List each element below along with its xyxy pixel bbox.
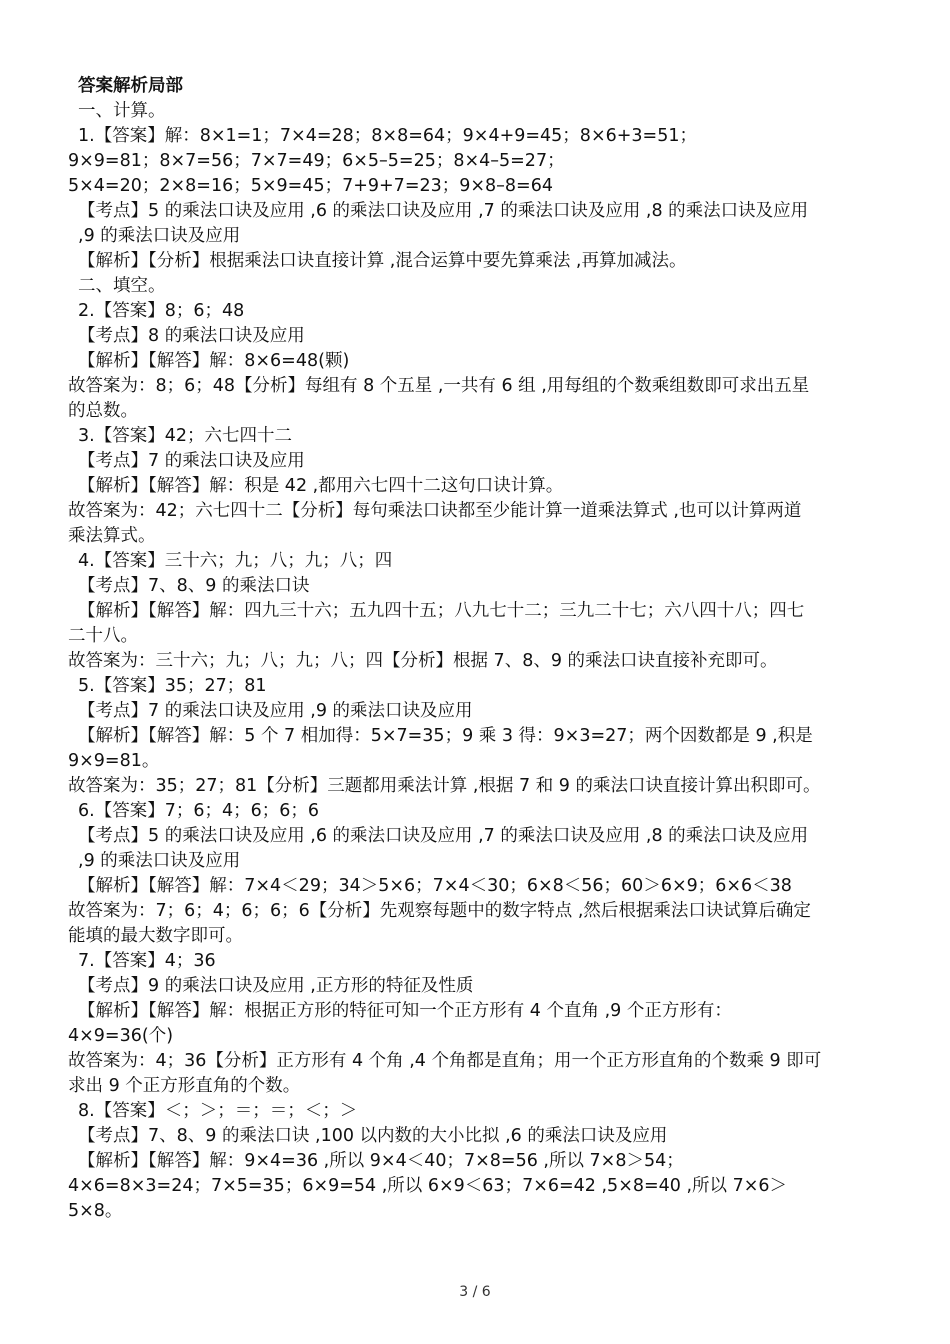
text-line: 二、填空。 [78,276,166,296]
text-line: 【解析】【解答】解：四九三十六；五九四十五；八九七十二；三九二十七；六八四十八；四七 [78,601,805,621]
answer-lines [68,99,888,1224]
text-line: 一、计算。 [78,101,166,121]
text-line: 故答案为：三十六；九；八；九；八；四【分析】根据 7、8、9 的乘法口诀直接补充即可。 [68,651,778,671]
text-line: 【考点】5 的乘法口诀及应用 ,6 的乘法口诀及应用 ,7 的乘法口诀及应用 ,8 的乘法口诀及应用 [78,826,809,846]
text-line: 9×9=81。 [68,751,160,771]
text-line: 1.【答案】解：8×1=1；7×4=28；8×8=64；9×4+9=45；8×6+3=51； [78,126,697,146]
text-line: 【考点】7 的乘法口诀及应用 ,9 的乘法口诀及应用 [78,701,473,721]
text-line: 5×8。 [68,1201,123,1221]
text-line: 【考点】5 的乘法口诀及应用 ,6 的乘法口诀及应用 ,7 的乘法口诀及应用 ,8 的乘法口诀及应用 [78,201,809,221]
text-line: 【考点】7、8、9 的乘法口诀 ,100 以内数的大小比拟 ,6 的乘法口诀及应用 [78,1126,668,1146]
text-line: 5.【答案】35；27；81 [78,676,267,696]
text-line: 能填的最大数字即可。 [68,926,243,946]
section-heading: 答案解析局部 [78,76,183,96]
text-line: 【解析】【解答】解：积是 42 ,都用六七四十二这句口诀计算。 [78,476,564,496]
text-line: ,9 的乘法口诀及应用 [78,851,241,871]
document-body [68,74,888,1224]
page-number: 3 / 6 [459,1284,491,1300]
text-line: 8.【答案】＜；＞；＝；＝；＜；＞ [78,1101,358,1121]
text-line: ,9 的乘法口诀及应用 [78,226,241,246]
text-line: 【考点】7 的乘法口诀及应用 [78,451,305,471]
text-line: 4×9=36(个) [68,1026,174,1046]
text-line: 9×9=81；8×7=56；7×7=49；6×5–5=25；8×4–5=27； [68,151,565,171]
text-line: 3.【答案】42；六七四十二 [78,426,292,446]
text-line: 故答案为：4；36【分析】正方形有 4 个角 ,4 个角都是直角；用一个正方形直角的个数乘 9 即可 [68,1051,822,1071]
text-line: 【解析】【解答】解：7×4＜29；34＞5×6；7×4＜30；6×8＜56；60＞6×9；6×6＜38 [78,876,792,896]
text-line: 故答案为：42；六七四十二【分析】每句乘法口诀都至少能计算一道乘法算式 ,也可以计算两道 [68,501,802,521]
text-line: 二十八。 [68,626,138,646]
text-line: 【考点】7、8、9 的乘法口诀 [78,576,310,596]
text-line: 【解析】【解答】解：根据正方形的特征可知一个正方形有 4 个直角 ,9 个正方形有： [78,1001,732,1021]
text-line: 故答案为：35；27；81【分析】三题都用乘法计算 ,根据 7 和 9 的乘法口诀直接计算出积即可。 [68,776,821,796]
text-line: 求出 9 个正方形直角的个数。 [68,1076,301,1096]
text-line: 故答案为：8；6；48【分析】每组有 8 个五星 ,一共有 6 组 ,用每组的个数乘组数即可求出五星 [68,376,810,396]
text-line: 【考点】9 的乘法口诀及应用 ,正方形的特征及性质 [78,976,474,996]
text-line: 7.【答案】4；36 [78,951,216,971]
text-line: 4.【答案】三十六；九；八；九；八；四 [78,551,393,571]
text-line: 故答案为：7；6；4；6；6；6【分析】先观察每题中的数字特点 ,然后根据乘法口诀试算后确定 [68,901,811,921]
text-line: 【考点】8 的乘法口诀及应用 [78,326,305,346]
text-line: 4×6=8×3=24；7×5=35；6×9=54 ,所以 6×9＜63；7×6=42 ,5×8=40 ,所以 7×6＞ [68,1176,788,1196]
text-line: 6.【答案】7；6；4；6；6；6 [78,801,320,821]
text-line: 【解析】【解答】解：5 个 7 相加得：5×7=35；9 乘 3 得：9×3=27；两个因数都是 9 ,积是 [78,726,813,746]
text-line: 【解析】【解答】解：9×4=36 ,所以 9×4＜40；7×8=56 ,所以 7×8＞54； [78,1151,684,1171]
text-line: 乘法算式。 [68,526,156,546]
text-line: 2.【答案】8；6；48 [78,301,245,321]
text-line: 【解析】【解答】解：8×6=48(颗) [78,351,350,371]
text-line: 【解析】【分析】根据乘法口诀直接计算 ,混合运算中要先算乘法 ,再算加减法。 [78,251,687,271]
text-line: 5×4=20；2×8=16；5×9=45；7+9+7=23；9×8–8=64 [68,176,553,196]
text-line: 的总数。 [68,401,138,421]
